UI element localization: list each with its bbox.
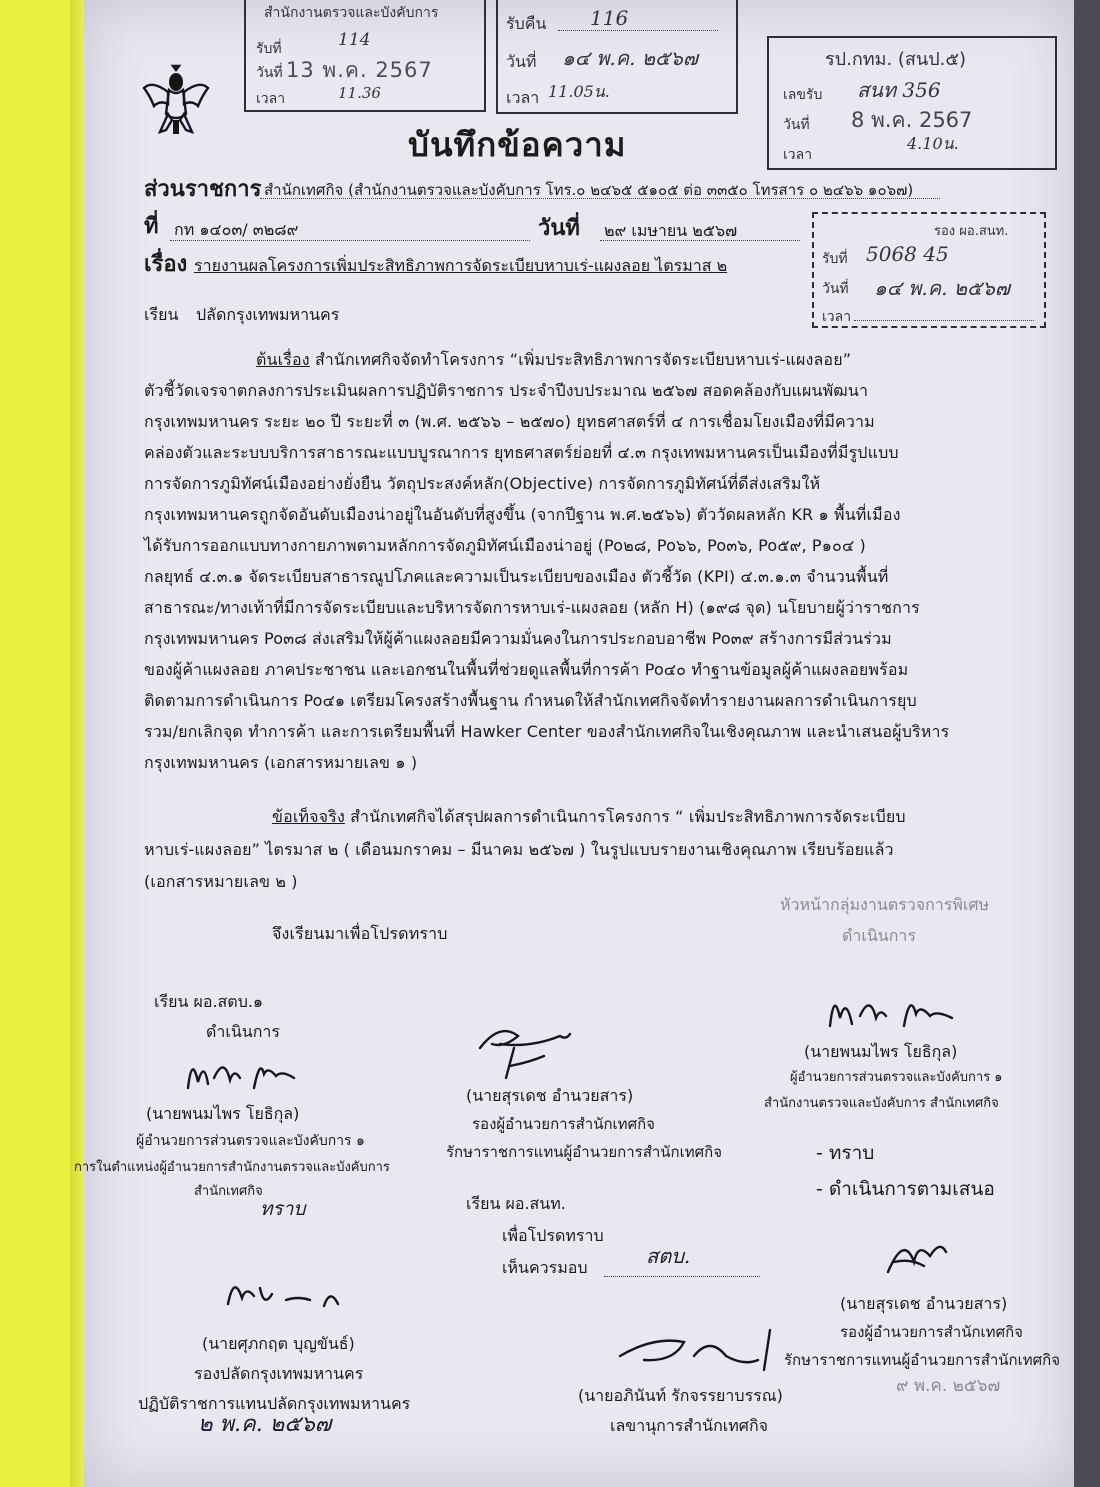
mid-endorse-handwritten: สตบ.	[646, 1244, 691, 1268]
bottom-left-pos2: ปฏิบัติราชการแทนปลัดกรุงเทพมหานคร	[138, 1394, 411, 1413]
bottom-left-date: ๒ พ.ค. ๒๕๖๗	[198, 1412, 332, 1437]
bottom-left-name: (นายศุภกฤต บุญขันธ์)	[202, 1334, 355, 1353]
center-endorse-name: (นายสุรเดช อำนวยสาร)	[466, 1086, 634, 1105]
signature-bottom-left-icon	[220, 1268, 370, 1318]
left-endorse-name: (นายพนมไพร โยธิกุล)	[146, 1104, 300, 1123]
para1-first-text: สำนักเทศกิจจัดทำโครงการ “เพิ่มประสิทธิภาพการจัดระเบียบหาบเร่-แผงลอย”	[314, 350, 852, 369]
stamp-d-date-value: ๑๔ พ.ค. ๒๕๖๗	[874, 276, 1010, 300]
ref-rule	[170, 240, 530, 241]
right-endorse-pos1: ผู้อำนวยการส่วนตรวจและบังคับการ ๑	[790, 1070, 1003, 1085]
left-endorse-pos1: ผู้อำนวยการส่วนตรวจและบังคับการ ๑	[136, 1133, 365, 1149]
ref-label: ที่	[144, 214, 159, 239]
para1-line: กรุงเทพมหานคร (เอกสารหมายเลข ๑ )	[144, 753, 418, 772]
right2-endorse-pos2: รักษาราชการแทนผู้อำนวยการสำนักเทศกิจ	[784, 1351, 1061, 1369]
faded-stamp-line2: ดำเนินการ	[842, 926, 916, 945]
stamp-b-receive-label: รับคืน	[506, 14, 547, 33]
stamp-b-time-value: 11.05น.	[548, 82, 610, 101]
stamp-d-recv-value: 5068 45	[866, 242, 949, 266]
garuda-emblem-icon	[142, 66, 210, 136]
para1-line: กรุงเทพมหานคร ระยะ ๒๐ ปี ระยะที่ ๓ (พ.ศ. ๒๕๖๖ – ๒๕๗๐) ยุทธศาสตร์ที่ ๔ การเชื่อมโยงเมืองที่มีความ	[144, 412, 875, 431]
stamp-a-date-label: วันที่	[256, 65, 283, 81]
date-value: ๒๙ เมษายน ๒๕๖๗	[604, 221, 738, 240]
stamp-c-time-label: เวลา	[783, 147, 813, 163]
para1-line: ของผู้ค้าแผงลอย ภาคประชาชน และเอกชนในพื้นที่ช่วยดูแลพื้นที่การค้า Po๔๐ ทำฐานข้อมูลผู้ค้าแผงลอยพร้อม	[144, 660, 909, 679]
stamp-b-date-value: ๑๔ พ.ค. ๒๕๖๗	[562, 46, 698, 70]
stamp-c-recv-value: สนท 356	[857, 78, 941, 102]
signature-center-icon	[470, 1018, 590, 1082]
left-endorse-ack: ทราบ	[260, 1198, 306, 1220]
right-endorse-opt1: - ทราบ	[816, 1142, 875, 1164]
stamp-d-header: รอง ผอ.สนท.	[934, 224, 1009, 239]
para1-line: ตัวชี้วัดเจรจาตกลงการประเมินผลการปฏิบัติราชการ ประจำปีงบประมาณ ๒๕๖๗ สอดคล้องกับแผนพัฒนา	[144, 381, 869, 400]
para2-line: หาบเร่-แผงลอย” ไตรมาส ๒ ( เดือนมกราคม – มีนาคม ๒๕๖๗ ) ในรูปแบบรายงานเชิงคุณภาพ เรียบร้อยแล้ว	[144, 840, 894, 859]
bottom-left-pos1: รองปลัดกรุงเทพมหานคร	[194, 1364, 364, 1383]
stamp-d-time-label: เวลา	[822, 309, 852, 325]
para1-line: ได้รับการออกแบบทางกายภาพตามหลักการจัดภูมิทัศน์เมืองน่าอยู่ (Po๒๘, Po๖๖, Po๓๖, Po๕๙, P๑๐๔ )	[144, 536, 866, 555]
para1-line: กรุงเทพมหานครถูกจัดอันดับเมืองน่าอยู่ในอันดับที่สูงขึ้น (จากปีฐาน พ.ศ.๒๕๖๖) ตัววัดผลหลัก KR ๑ พื้นที่เมือง	[144, 505, 901, 524]
right2-endorse-pos1: รองผู้อำนวยการสำนักเทศกิจ	[840, 1323, 1023, 1341]
date-rule	[600, 240, 800, 241]
stamp-d-recv-label: รับที่	[822, 251, 848, 267]
mid-endorse-line1: เพื่อโปรดทราบ	[502, 1226, 604, 1245]
center-endorse-pos1: รองผู้อำนวยการสำนักเทศกิจ	[472, 1115, 655, 1133]
signature-left-icon	[184, 1048, 304, 1098]
stamp-c-recv-label: เลขรับ	[783, 87, 823, 103]
para1-line: กรุงเทพมหานคร Po๓๘ ส่งเสริมให้ผู้ค้าแผงลอยมีความมั่นคงในการประกอบอาชีพ Po๓๙ สร้างการมีส่วนร่วม	[144, 629, 892, 648]
mid-endorse-line2: เห็นควรมอบ	[502, 1258, 588, 1277]
stamp-d-time-line	[854, 320, 1034, 321]
signature-right2-icon	[874, 1232, 964, 1282]
closing-line: จึงเรียนมาเพื่อโปรดทราบ	[272, 924, 448, 943]
left-endorse-action: ดำเนินการ	[206, 1022, 280, 1041]
left-endorse-to: เรียน ผอ.สตบ.๑	[154, 992, 264, 1011]
stamp-a-no-label: รับที่	[256, 41, 282, 57]
mid-endorse-to: เรียน ผอ.สนท.	[466, 1194, 566, 1213]
center-endorse-pos2: รักษาราชการแทนผู้อำนวยการสำนักเทศกิจ	[446, 1143, 723, 1161]
receipt-stamp-a	[244, 0, 486, 112]
para2-first-line	[272, 805, 906, 830]
para2-first-text: สำนักเทศกิจได้สรุปผลการดำเนินการโครงการ “ เพิ่มประสิทธิภาพการจัดระเบียบ	[350, 807, 906, 826]
bottom-center-name: (นายอภินันท์ รักจรรยาบรรณ)	[578, 1386, 783, 1405]
stamp-b-receive-value: 116	[590, 6, 629, 30]
stamp-d-date-label: วันที่	[822, 281, 849, 297]
stamp-a-no-value: 114	[338, 30, 371, 50]
stamp-b-time-label: เวลา	[506, 88, 540, 107]
para1-line: กลยุทธ์ ๔.๓.๑ จัดระเบียบสาธารณูปโภคและความเป็นระเบียบของเมือง ตัวชี้วัด (KPI) ๔.๓.๑.๓ จำนวนพื้นที่	[144, 567, 889, 586]
stamp-b-receive-line	[558, 30, 718, 31]
stamp-c-date-label: วันที่	[783, 117, 810, 133]
right2-endorse-name: (นายสุรเดช อำนวยสาร)	[840, 1294, 1008, 1313]
receipt-stamp-c	[767, 36, 1057, 170]
stamp-c-header: รป.กทม. (สนป.๕)	[825, 49, 966, 70]
to-value: ปลัดกรุงเทพมหานคร	[196, 305, 340, 324]
to-label: เรียน	[144, 305, 179, 324]
stamp-a-date-value: 13 พ.ค. 2567	[286, 58, 433, 82]
para1-line: สาธารณะ/ทางเท้าที่มีการจัดระเบียบและบริหารจัดการหาบเร่-แผงลอย (หลัก H) (๑๙๘ จุด) นโยบายผู้ว่าราชการ	[144, 598, 920, 617]
stamp-b-date-label: วันที่	[506, 52, 537, 71]
right-endorse-name: (นายพนมไพร โยธิกุล)	[804, 1042, 958, 1061]
para1-line: การจัดการภูมิทัศน์เมืองอย่างยั่งยืน วัตถุประสงค์หลัก(Objective) การจัดการภูมิทัศน์ที่ดีส่งเสริมให้	[144, 474, 821, 493]
left-endorse-pos3: สำนักเทศกิจ	[194, 1184, 263, 1199]
faded-stamp-line1: หัวหน้ากลุ่มงานตรวจการพิเศษ	[780, 895, 990, 914]
para1-line: ติดตามการดำเนินการ Po๔๑ เตรียมโครงสร้างพื้นฐาน กำหนดให้สำนักเทศกิจจัดทำรายงานผลการดำเนินการยุบ	[144, 691, 917, 710]
bottom-center-pos: เลขานุการสำนักเทศกิจ	[610, 1416, 769, 1435]
subject-label: เรื่อง	[144, 252, 188, 277]
para1-first-line	[256, 348, 851, 373]
left-endorse-pos2: การในตำแหน่งผู้อำนวยการสำนักงานตรวจและบังคับการ	[74, 1160, 390, 1175]
para1-line: คล่องตัวและระบบบริการสาธารณะแบบบูรณาการ ยุทธศาสตร์ย่อยที่ ๔.๓ กรุงเทพมหานครเป็นเมืองที่มีรูปแบบ	[144, 443, 899, 462]
agency-label: ส่วนราชการ	[144, 177, 262, 202]
subject-value: รายงานผลโครงการเพิ่มประสิทธิภาพการจัดระเบียบหาบเร่-แผงลอย ไตรมาส ๒	[194, 256, 728, 275]
receipt-stamp-b	[496, 0, 738, 114]
desk-background	[1070, 0, 1100, 1487]
ref-value: กท ๑๔๐๓/ ๓๒๘๙	[174, 220, 299, 239]
signature-right-icon	[824, 986, 964, 1036]
stamp-c-time-value: 4.10น.	[907, 134, 959, 153]
right-endorse-pos2: สำนักงานตรวจและบังคับการ สำนักเทศกิจ	[764, 1096, 999, 1111]
stamp-a-time-value: 11.36	[338, 84, 381, 102]
agency-rule	[260, 198, 940, 199]
para1-heading: ต้นเรื่อง	[256, 350, 310, 369]
right2-endorse-date: ๙ พ.ค. ๒๕๖๗	[896, 1376, 1001, 1396]
stamp-c-date-value: 8 พ.ค. 2567	[851, 108, 973, 132]
stamp-a-header: สำนักงานตรวจและบังคับการ	[264, 5, 439, 21]
date-label: วันที่	[538, 216, 580, 241]
agency-value: สำนักเทศกิจ (สำนักงานตรวจและบังคับการ โทร.๐ ๒๔๖๕ ๕๑๐๕ ต่อ ๓๓๕๐ โทรสาร ๐ ๒๔๖๖ ๑๐๖๗)	[264, 181, 914, 199]
signature-bottom-center-icon	[614, 1326, 784, 1376]
memo-title: บันทึกข้อความ	[408, 125, 627, 164]
para2-line: (เอกสารหมายเลข ๒ )	[144, 872, 298, 891]
mid-endorse-rule	[604, 1276, 760, 1277]
receipt-stamp-d	[812, 212, 1046, 328]
stamp-a-time-label: เวลา	[256, 91, 286, 107]
right-endorse-opt2: - ดำเนินการตามเสนอ	[816, 1178, 995, 1200]
memo-page	[74, 0, 1074, 1487]
para2-heading: ข้อเท็จจริง	[272, 807, 345, 826]
para1-line: รวม/ยกเลิกจุด ทำการค้า และการเตรียมพื้นที่ Hawker Center ของสำนักเทศกิจในเชิงคุณภาพ และนำเสนอผู้บริหาร	[144, 722, 950, 741]
